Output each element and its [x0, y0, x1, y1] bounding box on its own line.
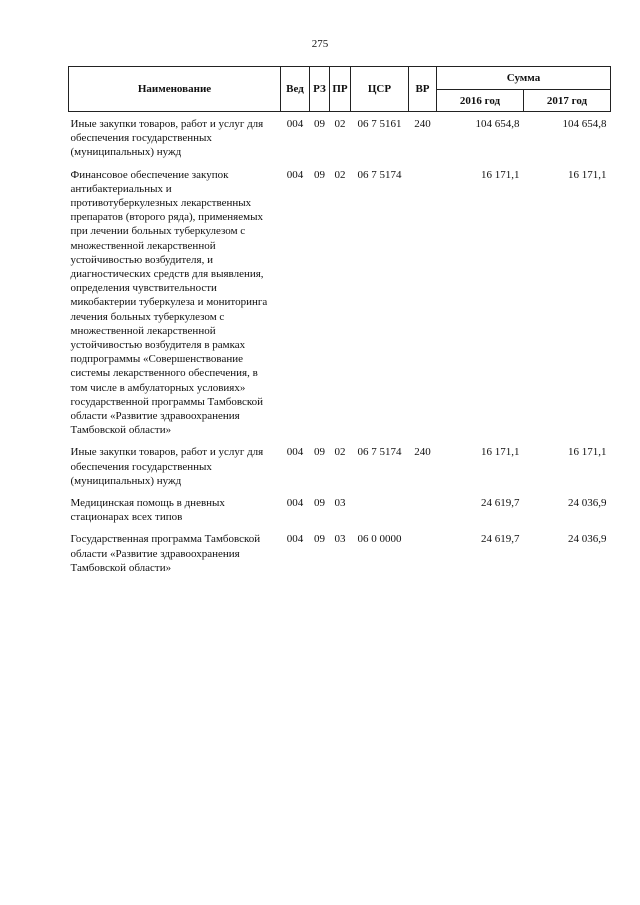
row-name: Иные закупки товаров, работ и услуг для обеспечения государственных (муниципальных) нужд	[70, 118, 264, 159]
row-ved: 004	[286, 118, 304, 130]
row-pr: 02	[334, 118, 346, 130]
table-row	[69, 496, 611, 532]
table-row	[69, 168, 611, 446]
row-vr: 240	[414, 446, 431, 459]
row-name: Иные закупки товаров, работ и услуг для обеспечения государственных (муниципальных) нужд	[70, 446, 264, 487]
row-ved: 004	[286, 497, 304, 510]
row-ved: 004	[286, 533, 304, 546]
row-name: Государственная программа Тамбовской области «Развитие здравоохранения Тамбовской области»	[70, 533, 261, 574]
row-sum-2017: 16 171,1	[568, 446, 607, 459]
row-sum-2017: 24 036,9	[568, 533, 607, 546]
row-sum-2017: 16 171,1	[568, 168, 607, 181]
row-rz: 09	[314, 533, 325, 546]
header-sum: Сумма	[437, 67, 611, 90]
row-pr: 02	[334, 446, 346, 459]
row-csr: 06 7 5161	[357, 118, 402, 130]
row-vr	[409, 532, 437, 583]
row-rz: 09	[314, 497, 325, 510]
row-name: Медицинская помощь в дневных стационарах всех типов	[70, 497, 225, 524]
row-csr: 06 7 5174	[357, 168, 402, 181]
row-vr: 240	[414, 118, 431, 130]
row-sum-2016: 104 654,8	[475, 118, 520, 130]
header-year-2016: 2016 год	[437, 90, 524, 112]
row-vr	[409, 168, 437, 446]
row-pr: 03	[334, 533, 346, 546]
table-header	[69, 67, 611, 112]
row-sum-2016: 16 171,1	[481, 446, 520, 459]
row-sum-2016: 24 619,7	[481, 497, 520, 510]
header-pr: ПР	[330, 67, 351, 112]
table-row	[69, 112, 611, 168]
header-csr: ЦСР	[351, 67, 409, 112]
table-row	[69, 445, 611, 496]
header-vr: ВР	[409, 67, 437, 112]
row-csr: 06 7 5174	[357, 446, 402, 459]
header-name: Наименование	[69, 67, 281, 112]
row-sum-2017: 104 654,8	[562, 118, 607, 130]
row-sum-2016: 24 619,7	[481, 533, 520, 546]
row-vr	[409, 496, 437, 532]
header-year-2017: 2017 год	[524, 90, 611, 112]
row-rz: 09	[314, 168, 325, 181]
row-csr	[351, 496, 409, 532]
table-row	[69, 532, 611, 583]
row-csr: 06 0 0000	[357, 533, 402, 546]
row-pr: 02	[334, 168, 346, 181]
row-sum-2017: 24 036,9	[568, 497, 607, 510]
row-ved: 004	[286, 168, 304, 181]
row-ved: 004	[286, 446, 304, 459]
page-number: 275	[311, 38, 329, 50]
row-rz: 09	[314, 446, 325, 459]
row-pr: 03	[334, 497, 346, 510]
budget-table	[68, 66, 611, 583]
row-rz: 09	[314, 118, 325, 130]
row-name: Финансовое обеспечение закупок антибактериальных и противотуберкулезных лекарственных препаратов (второго ряда), применяемых при лечении больных туберкулезом с множественной лекарственной устойчивостью возбудителя, и диагностических средств для выявления, определения чувствительности микобактерии туберкулеза и мониторинга лечения больных туберкулезом с множественной лекарственной устойчивостью возбудителя в рамках подпрограммы «Совершенствование системы лекарственного обеспечения, в том числе в амбулаторных условиях» государственной программы Тамбовской области «Развитие здравоохранения Тамбовской области»	[70, 168, 268, 437]
row-sum-2016: 16 171,1	[481, 168, 520, 181]
header-ved: Вед	[281, 67, 310, 112]
header-rz: РЗ	[310, 67, 330, 112]
